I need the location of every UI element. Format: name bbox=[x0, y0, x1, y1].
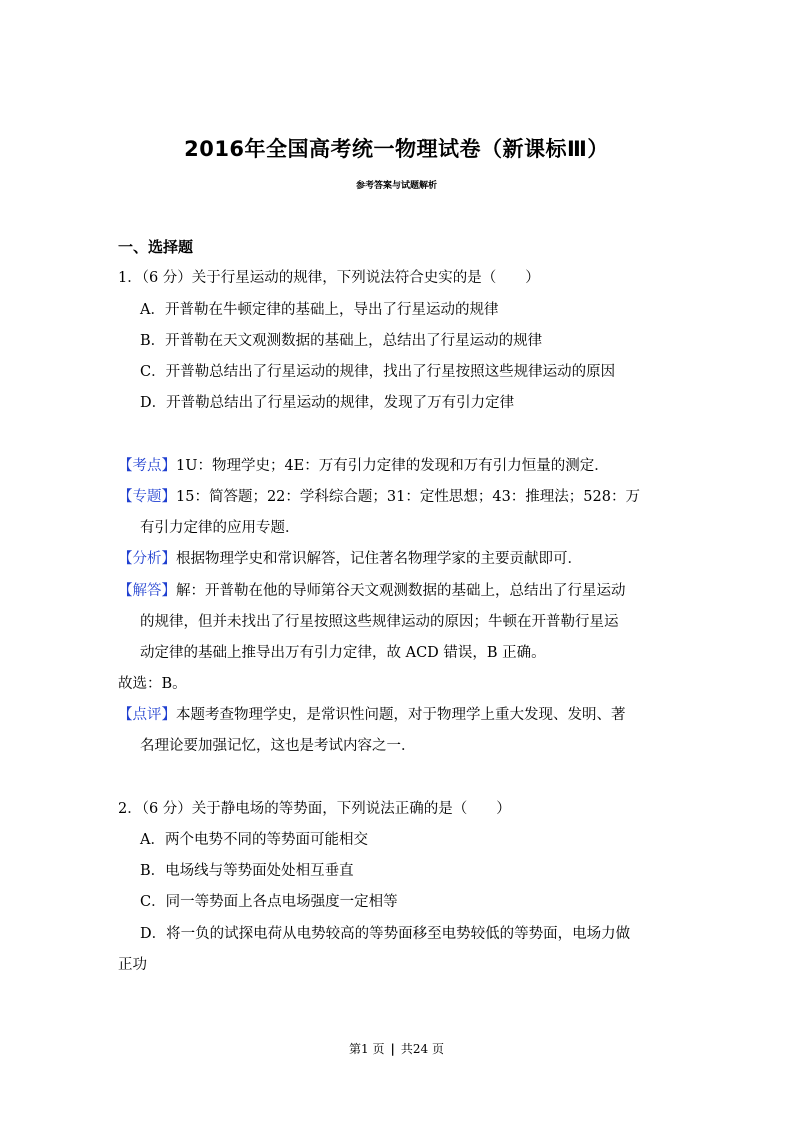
question-2-option-d: D．将一负的试探电荷从电势较高的等势面移至电势较低的等势面，电场力做 bbox=[140, 926, 631, 942]
jieda-text-line-2: 的规律，但并未找出了行星按照这些规律运动的原因；牛顿在开普勒行星运 bbox=[140, 614, 619, 630]
dianping-tag: 【点评】 bbox=[118, 707, 176, 723]
kaodian-line bbox=[118, 456, 609, 476]
zhuanti-tag: 【专题】 bbox=[118, 489, 176, 505]
fenxi-text: 根据物理学史和常识解答，记住著名物理学家的主要贡献即可． bbox=[176, 551, 582, 567]
document-title: 2016年全国高考统一物理试卷（新课标Ⅲ） bbox=[184, 137, 609, 161]
dianping-line bbox=[118, 705, 626, 725]
page-footer bbox=[0, 1040, 793, 1057]
page-number: 第1 页 bbox=[349, 1042, 385, 1056]
kaodian-text: 1U：物理学史；4E：万有引力定律的发现和万有引力恒量的测定． bbox=[176, 458, 609, 474]
question-2-option-d-wrap: 正功 bbox=[118, 957, 147, 973]
question-1-option-b: B．开普勒在天文观测数据的基础上，总结出了行星运动的规律 bbox=[140, 333, 543, 349]
dianping-text-continued: 名理论要加强记忆，这也是考试内容之一． bbox=[140, 738, 416, 754]
question-2-option-a: A．两个电势不同的等势面可能相交 bbox=[140, 832, 368, 848]
jieda-tag: 【解答】 bbox=[118, 583, 176, 599]
question-2-stem: 2．（6 分）关于静电场的等势面，下列说法正确的是（ ） bbox=[118, 801, 511, 817]
question-1-option-c: C．开普勒总结出了行星运动的规律，找出了行星按照这些规律运动的原因 bbox=[140, 364, 616, 380]
question-1-stem: 1．（6 分）关于行星运动的规律，下列说法符合史实的是（ ） bbox=[118, 270, 540, 286]
section-heading: 一、选择题 bbox=[118, 238, 194, 256]
fenxi-line bbox=[118, 549, 582, 569]
jieda-text-line-3: 动定律的基础上推导出万有引力定律，故 ACD 错误，B 正确。 bbox=[140, 645, 546, 661]
answer-line: 故选：B。 bbox=[118, 676, 187, 692]
question-1-option-a: A．开普勒在牛顿定律的基础上，导出了行星运动的规律 bbox=[140, 302, 499, 318]
question-2-option-b: B．电场线与等势面处处相互垂直 bbox=[140, 863, 354, 879]
footer-separator: | bbox=[390, 1042, 395, 1056]
jieda-line bbox=[118, 581, 626, 601]
fenxi-tag: 【分析】 bbox=[118, 551, 176, 567]
jieda-text: 解：开普勒在他的导师第谷天文观测数据的基础上，总结出了行星运动 bbox=[176, 583, 626, 599]
question-2-option-c: C．同一等势面上各点电场强度一定相等 bbox=[140, 894, 398, 910]
document-subtitle: 参考答案与试题解析 bbox=[355, 181, 437, 191]
question-1-option-d: D．开普勒总结出了行星运动的规律，发现了万有引力定律 bbox=[140, 395, 515, 411]
zhuanti-text-continued: 有引力定律的应用专题． bbox=[140, 520, 300, 536]
page-total: 共24 页 bbox=[400, 1042, 444, 1056]
dianping-text: 本题考查物理学史，是常识性问题，对于物理学上重大发现、发明、著 bbox=[176, 707, 626, 723]
zhuanti-line bbox=[118, 487, 640, 507]
zhuanti-text: 15：简答题；22：学科综合题；31：定性思想；43：推理法；528：万 bbox=[176, 489, 640, 505]
kaodian-tag: 【考点】 bbox=[118, 458, 176, 474]
